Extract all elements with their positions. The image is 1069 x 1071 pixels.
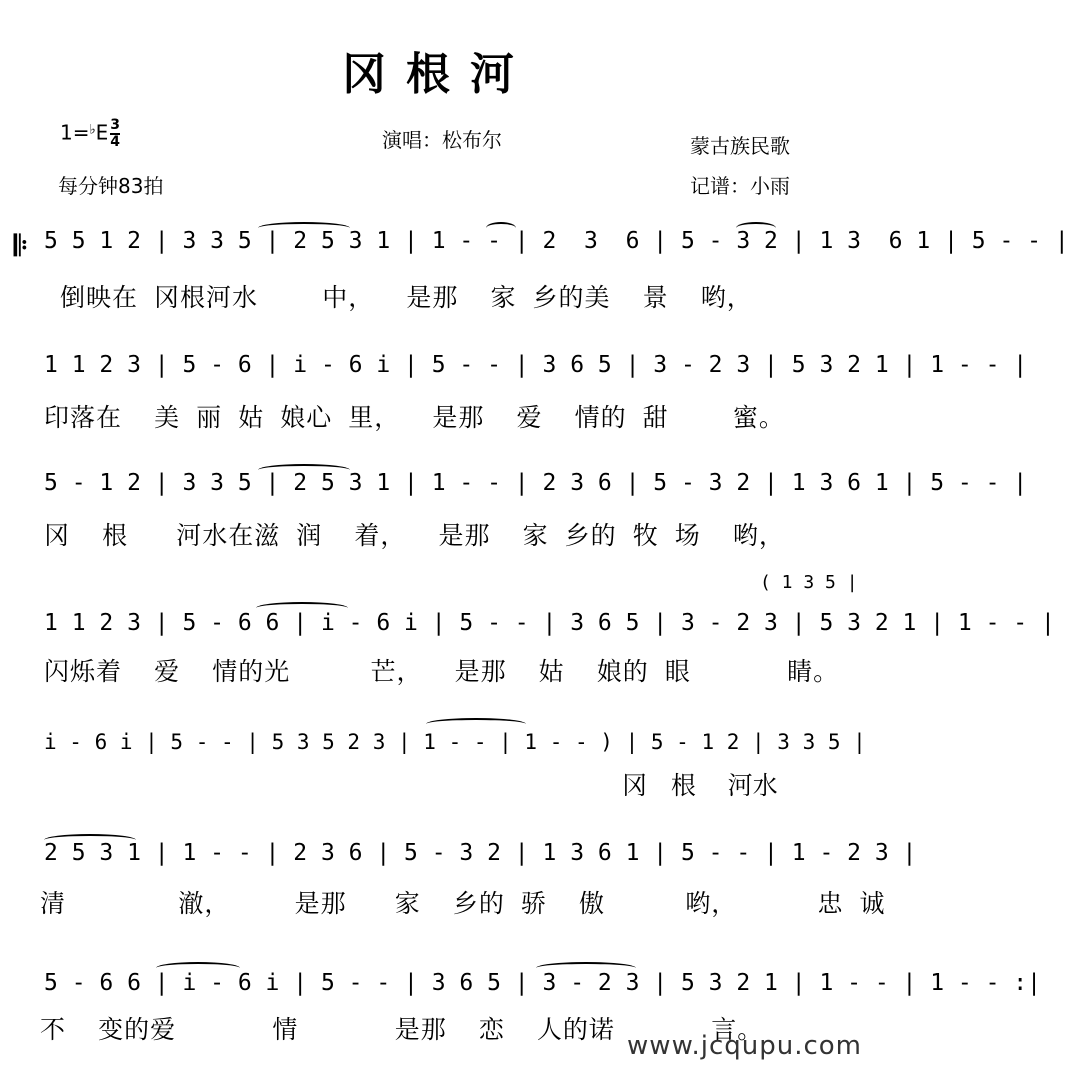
lyrics-line-7: 不 变的爱 情 是那 恋 人的诺 言。 bbox=[40, 1015, 764, 1044]
notation-line-4: 1 1 2 3 | 5 - 6 6 | i - 6 i | 5 - - | 3 6 5 | 3 - 2 3 | 5 3 2 1 | 1 - - | bbox=[44, 610, 1055, 636]
slur-mark bbox=[736, 222, 776, 234]
lyrics-line-3: 冈 根 河水在滋 润 着， 是那 家 乡的 牧 场 哟， bbox=[44, 521, 785, 550]
lyrics-line-5: 冈 根 河水 bbox=[622, 771, 778, 800]
alt-ending: ( 1 3 5 | bbox=[760, 572, 858, 593]
key-prefix: 1= bbox=[60, 120, 90, 145]
lyrics-line-6: 清 澈， 是那 家 乡的 骄 傲 哟， 忠 诚 bbox=[40, 889, 886, 918]
origin: 蒙古族民歌 bbox=[690, 134, 790, 158]
key-flat: ♭ bbox=[89, 122, 96, 138]
notation-line-2: 1 1 2 3 | 5 - 6 | i - 6 i | 5 - - | 3 6 5 | 3 - 2 3 | 5 3 2 1 | 1 - - | bbox=[44, 352, 1028, 378]
key-note: E bbox=[95, 120, 109, 145]
notation-line-3: 5 - 1 2 | 3 3 5 | 2 5 3 1 | 1 - - | 2 3 6 | 5 - 3 2 | 1 3 6 1 | 5 - - | bbox=[44, 470, 1028, 496]
lyrics-line-4: 闪烁着 爱 情的光 芒， 是那 姑 娘的 眼 睛。 bbox=[44, 657, 840, 686]
slur-mark bbox=[426, 718, 526, 730]
time-signature bbox=[110, 118, 120, 150]
watermark-text: www.jcqupu.com bbox=[627, 1031, 862, 1061]
notation-line-6: 2 5 3 1 | 1 - - | 2 3 6 | 5 - 3 2 | 1 3 6 1 | 5 - - | 1 - 2 3 | bbox=[44, 840, 917, 866]
lyrics-line-2: 印落在 美 丽 姑 娘心 里， 是那 爱 情的 甜 蜜。 bbox=[44, 403, 785, 432]
slur-mark bbox=[256, 602, 348, 614]
slur-mark bbox=[258, 464, 350, 476]
song-title: 冈根河 bbox=[342, 49, 534, 100]
slur-mark bbox=[536, 962, 636, 974]
slur-mark bbox=[44, 834, 136, 846]
notation-line-5: i - 6 i | 5 - - | 5 3 5 2 3 | 1 - - | 1 - - ) | 5 - 1 2 | 3 3 5 | bbox=[44, 730, 866, 754]
notation-line-1: 5 5 1 2 | 3 3 5 | 2 5 3 1 | 1 - - | 2 3 6 | 5 - 3 2 | 1 3 6 1 | 5 - - | bbox=[44, 228, 1069, 254]
repeat-start-sign: 𝄆 bbox=[14, 229, 28, 262]
time-bottom: 4 bbox=[110, 134, 121, 150]
slur-mark bbox=[486, 222, 516, 234]
notation-line-7: 5 - 6 6 | i - 6 i | 5 - - | 3 6 5 | 3 - 2 3 | 5 3 2 1 | 1 - - | 1 - - :| bbox=[44, 970, 1041, 996]
singer: 演唱：松布尔 bbox=[382, 128, 502, 152]
slur-mark bbox=[156, 962, 240, 974]
slur-mark bbox=[258, 222, 350, 234]
time-top: 3 bbox=[110, 117, 121, 133]
key-signature bbox=[60, 118, 120, 150]
lyrics-line-1: 倒映在 冈根河水 中， 是那 家 乡的美 景 哟， bbox=[60, 283, 753, 312]
tempo: 每分钟83拍 bbox=[58, 174, 164, 198]
transcriber: 记谱：小雨 bbox=[690, 174, 790, 198]
